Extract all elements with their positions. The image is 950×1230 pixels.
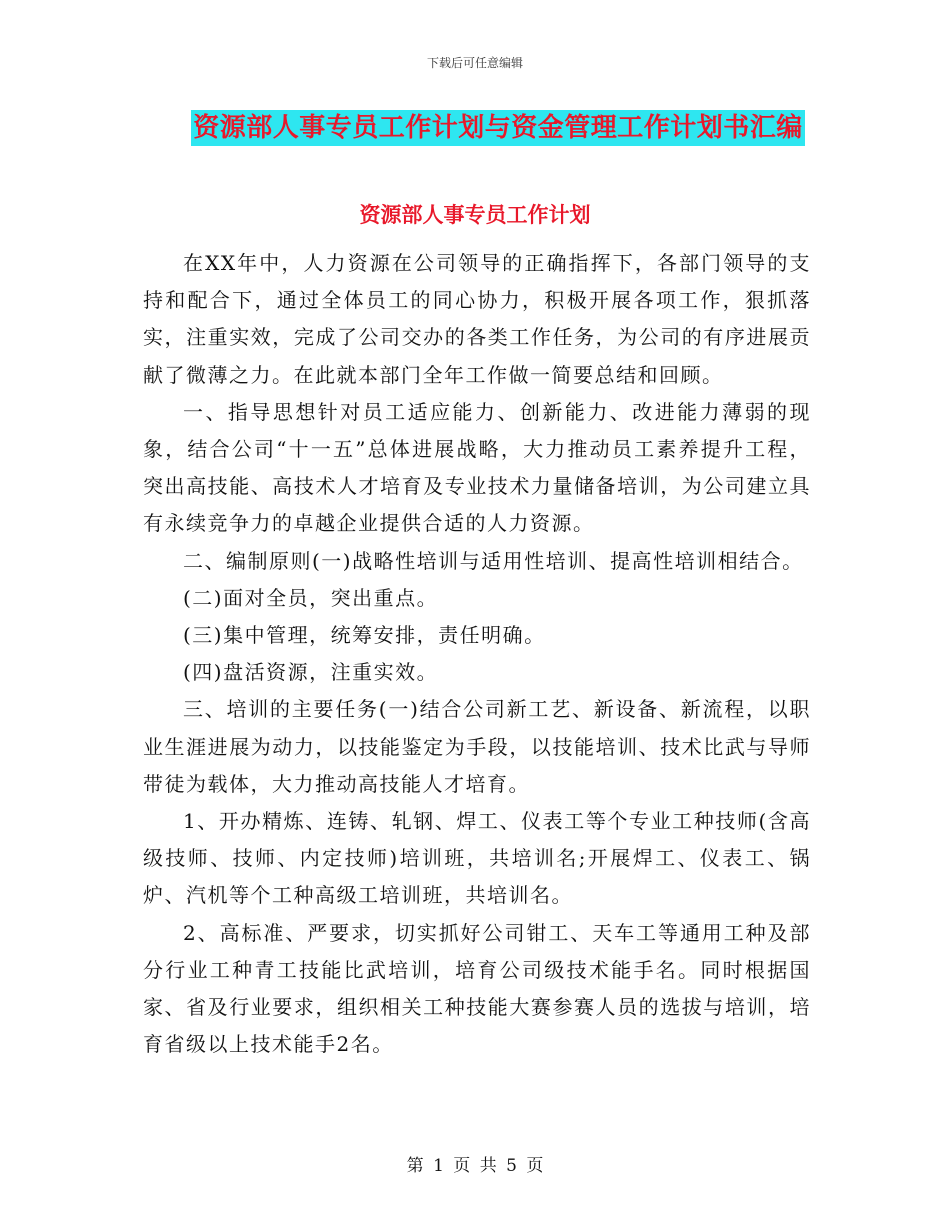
paragraph-intro: 在XX年中，人力资源在公司领导的正确指挥下，各部门领导的支持和配合下，通过全体员工的同心协力，积极开展各项工作，狠抓落实，注重实效，完成了公司交办的各类工作任务，为公司的有序进展贡献了微薄之力。在此就本部门全年工作做一简要总结和回顾。	[143, 251, 811, 387]
paragraph-principle-2: (二)面对全员，突出重点。	[183, 585, 439, 610]
paragraph-guiding-ideology: 一、指导思想针对员工适应能力、创新能力、改进能力薄弱的现象，结合公司“十一五”总体进展战略，大力推动员工素养提升工程，突出高技能、高技术人才培育及专业技术力量储备培训，为公司建立具有永续竞争力的卓越企业提供合适的人力资源。	[143, 399, 811, 536]
page-footer: 第 1 页 共 5 页	[406, 1156, 544, 1176]
paragraph-principles: 二、编制原则(一)战略性培训与适用性培训、提高性培训相结合。	[183, 548, 804, 573]
paragraph-main-tasks: 三、培训的主要任务(一)结合公司新工艺、新设备、新流程，以职业生涯进展为动力，以技能鉴定为手段，以技能培训、技术比武与导师带徒为载体，大力推动高技能人才培育。	[143, 697, 811, 796]
paragraph-principle-3: (三)集中管理，统筹安排，责任明确。	[183, 623, 546, 648]
paragraph-task-2: 2、高标准、严要求，切实抓好公司钳工、天车工等通用工种及部分行业工种青工技能比武培训，培育公司级技术能手名。同时根据国家、省及行业要求，组织相关工种技能大赛参赛人员的选拔与培训，培育省级以上技术能手2名。	[143, 920, 811, 1057]
paragraph-principle-4: (四)盘活资源，注重实效。	[183, 660, 439, 685]
header-note: 下载后可任意编辑	[426, 56, 523, 70]
main-title-container	[0, 110, 950, 146]
section-title: 资源部人事专员工作计划	[359, 202, 591, 227]
paragraph-task-1: 1、开办精炼、连铸、轧钢、焊工、仪表工等个专业工种技师(含高级技师、技师、内定技师)培训班，共培训名;开展焊工、仪表工、锅炉、汽机等个工种高级工培训班，共培训名。	[143, 809, 811, 908]
main-title: 资源部人事专员工作计划与资金管理工作计划书汇编	[191, 110, 805, 146]
document-body	[143, 245, 811, 1063]
